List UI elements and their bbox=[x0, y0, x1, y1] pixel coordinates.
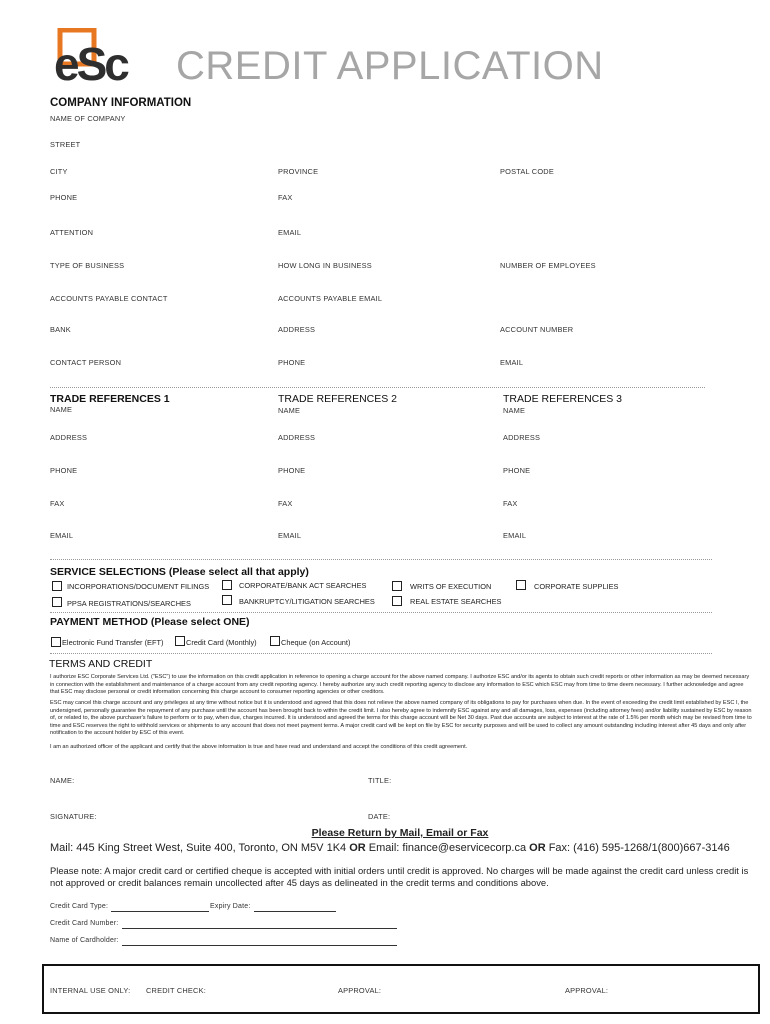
ref3-phone-label: PHONE bbox=[503, 466, 531, 475]
ref3-email-label: EMAIL bbox=[503, 531, 527, 540]
return-heading: Please Return by Mail, Email or Fax bbox=[311, 827, 489, 839]
credit-card-checkbox[interactable] bbox=[175, 636, 185, 646]
return-contact-line bbox=[50, 842, 730, 854]
or-1: OR bbox=[349, 842, 366, 854]
city-label: CITY bbox=[50, 167, 68, 176]
card-type-field[interactable] bbox=[111, 911, 209, 912]
ref1-name-label: NAME bbox=[50, 405, 73, 414]
eft-checkbox[interactable] bbox=[51, 637, 61, 647]
ref1-phone-label: PHONE bbox=[50, 466, 78, 475]
corporate-bank-act-checkbox[interactable] bbox=[222, 580, 232, 590]
terms-paragraph-2: ESC may cancel this charge account and any privileges at any time without notice but it is understood and agreed that this does not relieve the above named company of its obligations to pay for purchases when due. In the event of exceeding the credit limit established by ESC I, the undersigned, personally guarantee the repayment of any purchase until the account has been brought back to within the credit limit. I also hereby agree to indemnify ESC against any and all damages, loss, expenses (including attorney fees) and/or liability sustained by ESC by reason of, or related to, the above purchaser's failure to perform or to pay, when due, charges incurred. It is understood and agreed the terms for this charge account will be Net 30 days. Past due accounts are subject to interest at the rate of 1.5% per month which may be revised from time to time and ESC reserves the right to withhold services or shipments to any account that does not meet payment terms. A major credit card will be kept on file by ESC for security purposes and will be used to collect any amount outstanding including interest after 45 days and only after notification to the account holder by ESC of this event. bbox=[50, 700, 752, 737]
type-of-business-label: TYPE OF BUSINESS bbox=[50, 261, 125, 270]
contact-email-label: EMAIL bbox=[500, 358, 524, 367]
trade-ref-3-heading: TRADE REFERENCES 3 bbox=[503, 393, 623, 405]
bank-address-label: ADDRESS bbox=[278, 325, 316, 334]
page-title: CREDIT APPLICATION bbox=[176, 44, 604, 88]
terms-paragraph-3: I am an authorized officer of the applicant and certify that the above information is true and have read and understand and accept the conditions of this credit agreement. bbox=[50, 744, 468, 750]
ref1-fax-label: FAX bbox=[50, 499, 65, 508]
ref2-address-label: ADDRESS bbox=[278, 433, 316, 442]
corporate-supplies-checkbox[interactable] bbox=[516, 580, 526, 590]
cheque-checkbox[interactable] bbox=[270, 636, 280, 646]
expiry-label: Expiry Date: bbox=[210, 903, 251, 910]
ref3-address-label: ADDRESS bbox=[503, 433, 541, 442]
services-heading: SERVICE SELECTIONS (Please select all that apply) bbox=[50, 566, 309, 578]
terms-heading: TERMS AND CREDIT bbox=[49, 658, 153, 670]
signoff-date-label: DATE: bbox=[368, 812, 391, 821]
svg-text:eSc: eSc bbox=[54, 38, 127, 90]
writs-checkbox[interactable] bbox=[392, 581, 402, 591]
cheque-label: Cheque (on Account) bbox=[281, 638, 351, 647]
attention-label: ATTENTION bbox=[50, 228, 94, 237]
ap-email-label: ACCOUNTS PAYABLE EMAIL bbox=[278, 294, 383, 303]
ref2-fax-label: FAX bbox=[278, 499, 293, 508]
credit-card-label: Credit Card (Monthly) bbox=[186, 638, 257, 647]
trade-ref-1-heading: TRADE REFERENCES 1 bbox=[50, 393, 170, 405]
terms-paragraph-1: I authorize ESC Corporate Services Ltd. ("ESC") to use the information on this credit application in reference to opening a charge account for the above named company. I authorize ESC and/or its agents to obtain such credit reports or other information as may be deemed necessary in connection with the establishment and maintenance of a charge account from any credit reporting agency. I hereby authorize any such credit reporting agency to disclose any information to ESC which ESC may from time to time deem necessary. I further acknowledge and agree that ESC may disclose personal or credit information concerning this charge account to consumer reporting agencies or other creditors. bbox=[50, 674, 750, 696]
ref2-email-label: EMAIL bbox=[278, 531, 302, 540]
fax-label: FAX bbox=[278, 193, 293, 202]
num-employees-label: NUMBER OF EMPLOYEES bbox=[500, 261, 596, 270]
expiry-field[interactable] bbox=[254, 911, 336, 912]
signature-label: SIGNATURE: bbox=[50, 812, 97, 821]
card-number-field[interactable] bbox=[122, 928, 397, 929]
postal-code-label: POSTAL CODE bbox=[500, 167, 554, 176]
name-of-company-label: NAME OF COMPANY bbox=[50, 114, 126, 123]
writs-label: WRITS OF EXECUTION bbox=[410, 582, 492, 591]
signoff-title-label: TITLE: bbox=[368, 776, 392, 785]
signoff-name-label: NAME: bbox=[50, 776, 75, 785]
divider bbox=[50, 653, 712, 654]
divider bbox=[50, 387, 705, 388]
ref1-address-label: ADDRESS bbox=[50, 433, 88, 442]
company-info-heading: COMPANY INFORMATION bbox=[50, 97, 192, 109]
esc-logo bbox=[52, 28, 144, 90]
divider bbox=[50, 559, 712, 560]
ref3-fax-label: FAX bbox=[503, 499, 518, 508]
card-type-label: Credit Card Type: bbox=[50, 903, 109, 910]
account-number-label: ACCOUNT NUMBER bbox=[500, 325, 574, 334]
ppsa-checkbox[interactable] bbox=[52, 597, 62, 607]
bankruptcy-label: BANKRUPTCY/LITIGATION SEARCHES bbox=[239, 597, 375, 606]
cardholder-label: Name of Cardholder: bbox=[50, 937, 119, 944]
mail-address: 445 King Street West, Suite 400, Toronto, ON M5V 1K4 bbox=[76, 842, 347, 854]
approval-1-label: APPROVAL: bbox=[338, 986, 382, 995]
how-long-label: HOW LONG IN BUSINESS bbox=[278, 261, 372, 270]
ref3-name-label: NAME bbox=[503, 406, 526, 415]
finance-email[interactable]: finance@eservicecorp.ca bbox=[402, 842, 527, 854]
corporate-bank-act-label: CORPORATE/BANK ACT SEARCHES bbox=[239, 581, 367, 590]
bankruptcy-checkbox[interactable] bbox=[222, 595, 232, 605]
email-label-inline: Email: bbox=[368, 842, 400, 854]
phone-label: PHONE bbox=[50, 193, 78, 202]
contact-phone-label: PHONE bbox=[278, 358, 306, 367]
ref2-phone-label: PHONE bbox=[278, 466, 306, 475]
ppsa-label: PPSA REGISTRATIONS/SEARCHES bbox=[67, 599, 191, 608]
credit-check-label: CREDIT CHECK: bbox=[146, 986, 206, 995]
real-estate-label: REAL ESTATE SEARCHES bbox=[410, 597, 502, 606]
real-estate-checkbox[interactable] bbox=[392, 596, 402, 606]
mail-label: Mail: bbox=[50, 842, 74, 854]
internal-use-label: INTERNAL USE ONLY: bbox=[50, 986, 131, 995]
trade-ref-2-heading: TRADE REFERENCES 2 bbox=[278, 393, 398, 405]
incorporations-label: INCORPORATIONS/DOCUMENT FILINGS bbox=[67, 582, 210, 591]
cardholder-field[interactable] bbox=[122, 945, 397, 946]
divider bbox=[50, 612, 712, 613]
province-label: PROVINCE bbox=[278, 167, 319, 176]
card-number-label: Credit Card Number: bbox=[50, 920, 119, 927]
ref2-name-label: NAME bbox=[278, 406, 301, 415]
return-note: Please note: A major credit card or certified cheque is accepted with initial orders until credit is approved. No charges will be made against the credit card unless credit is not approved or credit balances remain uncollected after 45 days as delineated in the credit terms and conditions above. bbox=[50, 865, 749, 888]
ap-contact-label: ACCOUNTS PAYABLE CONTACT bbox=[50, 294, 168, 303]
email-label: EMAIL bbox=[278, 228, 302, 237]
ref1-email-label: EMAIL bbox=[50, 531, 74, 540]
street-label: STREET bbox=[50, 140, 81, 149]
corporate-supplies-label: CORPORATE SUPPLIES bbox=[534, 582, 619, 591]
incorporations-checkbox[interactable] bbox=[52, 581, 62, 591]
contact-person-label: CONTACT PERSON bbox=[50, 358, 122, 367]
esc-logo-graphic bbox=[52, 28, 144, 90]
fax-label-inline: Fax: bbox=[548, 842, 571, 854]
eft-label: Electronic Fund Transfer (EFT) bbox=[62, 638, 164, 647]
fax-number: (416) 595-1268/1(800)667-3146 bbox=[573, 842, 730, 854]
approval-2-label: APPROVAL: bbox=[565, 986, 609, 995]
or-2: OR bbox=[529, 842, 546, 854]
payment-heading: PAYMENT METHOD (Please select ONE) bbox=[50, 616, 250, 628]
bank-label: BANK bbox=[50, 325, 71, 334]
